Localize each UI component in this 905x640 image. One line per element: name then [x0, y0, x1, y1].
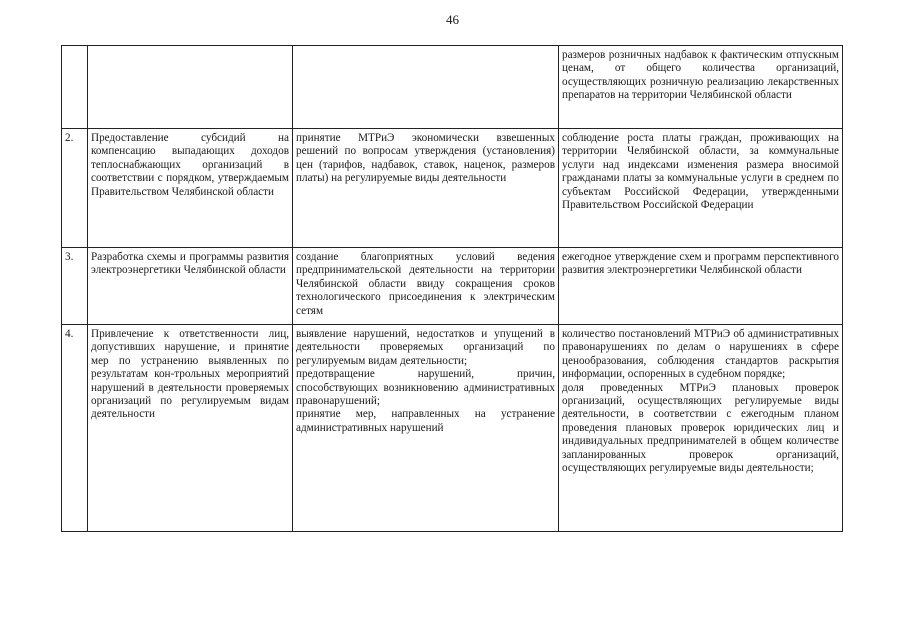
- expected-result-cell: создание благоприятных условий ведения предпринимательской деятельности на территории Челябинской области ввиду сокращения сроков технологического присоединения к электрическим сетям: [293, 248, 559, 325]
- table-row: [62, 46, 843, 129]
- row-number: 2.: [62, 129, 88, 248]
- indicator-text: ежегодное утверждение схем и программ перспективного развития электроэнергетики Челябинской области: [562, 251, 839, 277]
- row-number: 4.: [62, 325, 88, 532]
- expected-result-text: принятие мер, направленных на устранение административных нарушений: [296, 408, 555, 434]
- indicator-cell: [559, 248, 843, 325]
- table-row: [62, 325, 843, 532]
- indicator-cell: [559, 46, 843, 129]
- measure-cell: Привлечение к ответственности лиц, допустивших нарушение, и принятие мер по устранению выявленных по результатам кон-трольных мероприятий нарушений в деятельности проверяемых организаций по регулируемым видам деятельности: [88, 325, 293, 532]
- row-number: 3.: [62, 248, 88, 325]
- measure-cell: Разработка схемы и программы развития электроэнергетики Челябинской области: [88, 248, 293, 325]
- expected-result-cell: [293, 46, 559, 129]
- indicator-text: размеров розничных надбавок к фактическим отпускным ценам, от общего количества организаций, осуществляющих розничную реализацию лекарственных препаратов на территории Челябинской области: [562, 49, 839, 102]
- expected-result-cell: [293, 325, 559, 532]
- indicator-text: соблюдение роста платы граждан, проживающих на территории Челябинской области, за коммунальные услуги над индексами изменения размера вносимой гражданами платы за коммунальные услуги в среднем по субъектам Российской Федерации, утвержденными Правительством Российской Федерации: [562, 132, 839, 212]
- indicator-cell: [559, 325, 843, 532]
- row-number: [62, 46, 88, 129]
- indicator-text: доля проведенных МТРиЭ плановых проверок организаций, осуществляющих регулируемые виды деятельности, в соответствии с ежегодным планом проведения плановых проверок юридических лиц и индивидуальных предпринимателей в общем количестве запланированных проверок организаций, осуществляющих регулируемые виды деятельности;: [562, 381, 839, 475]
- expected-result-cell: принятие МТРиЭ экономически взвешенных решений по вопросам утверждения (установления) цен (тарифов, надбавок, ставок, наценок, размеров платы) на регулируемые виды деятельности: [293, 129, 559, 248]
- measures-table: [61, 45, 843, 532]
- indicator-text: количество постановлений МТРиЭ об административных правонарушениях по делам о нарушениях в сфере ценообразования, соблюдения стандартов раскрытия информации, оспоренных в судебном порядке;: [562, 328, 839, 381]
- expected-result-text: выявление нарушений, недостатков и упущений в деятельности проверяемых организаций по регулируемым видам деятельности;: [296, 328, 555, 367]
- indicator-cell: [559, 129, 843, 248]
- measure-cell: [88, 46, 293, 129]
- table-row: [62, 248, 843, 325]
- table-row: [62, 129, 843, 248]
- measure-cell: Предоставление субсидий на компенсацию выпадающих доходов теплоснабжающих организаций в соответствии с порядком, утверждаемым Правительством Челябинской области: [88, 129, 293, 248]
- page-number: 46: [446, 12, 459, 27]
- expected-result-text: предотвращение нарушений, причин, способствующих возникновению административных правонарушений;: [296, 368, 555, 408]
